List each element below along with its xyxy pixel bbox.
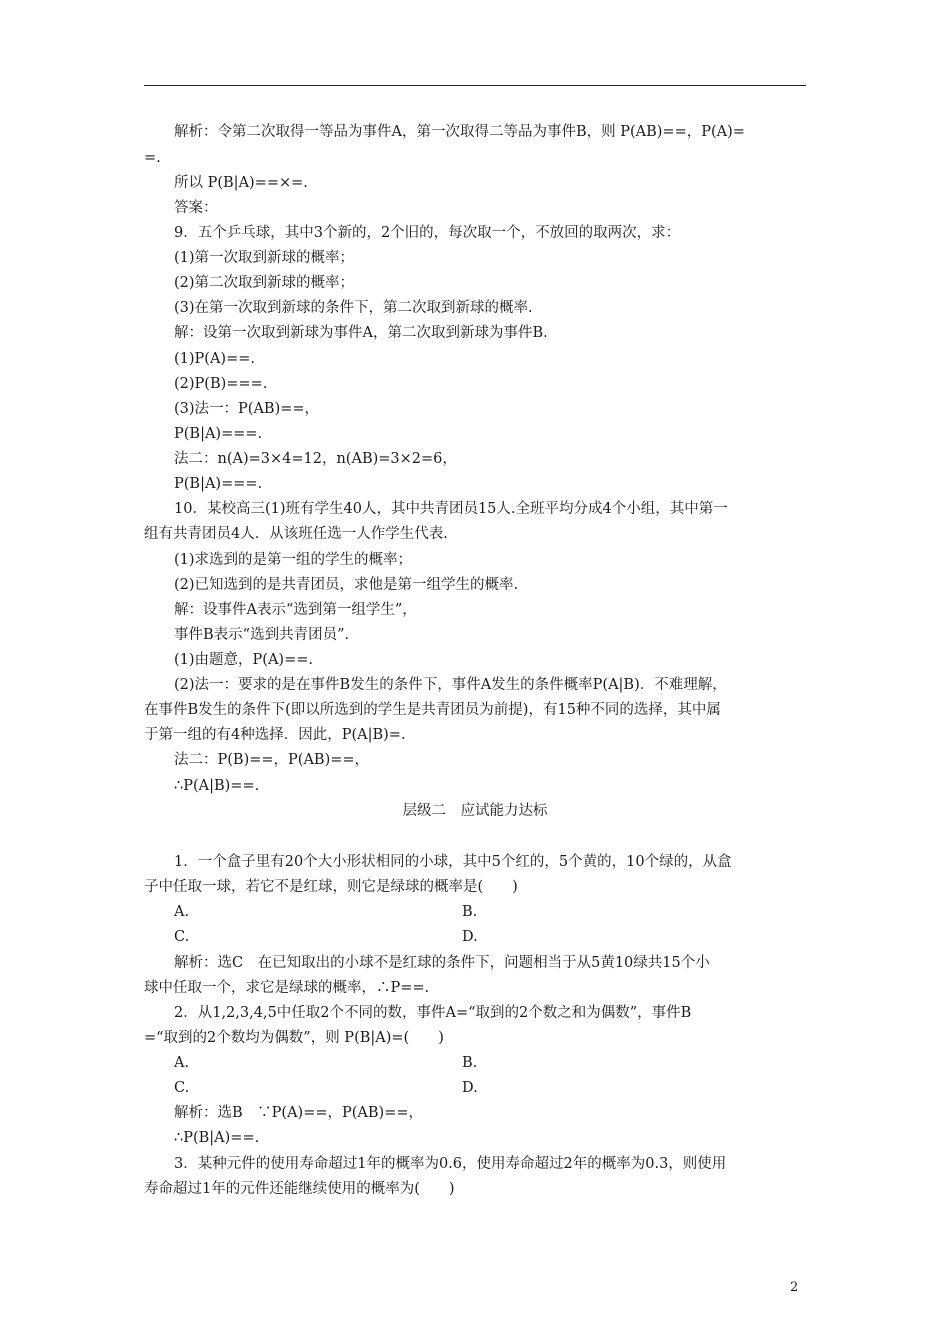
section-title: 层级二 应试能力达标 — [402, 803, 548, 819]
text-line: 解：设第一次取到新球为事件A，第二次取到新球为事件B. — [174, 325, 548, 341]
text-line: 3．某种元件的使用寿命超过1年的概率为0.6，使用寿命超过2年的概率为0.3，则使用 — [174, 1156, 727, 1172]
text-line: (3)法一：P(AB)==， — [174, 401, 320, 417]
text-line: P(B|A)===. — [174, 476, 263, 492]
text-line: (2)已知选到的是共青团员，求他是第一组学生的概率. — [174, 577, 519, 593]
page-number: 2 — [790, 1280, 799, 1295]
text-line: 答案： — [174, 200, 218, 216]
option-d: D. — [462, 1080, 478, 1096]
text-line: 所以 P(B|A)==×=. — [174, 175, 308, 191]
text-line: =“取到的2个数均为偶数”，则 P(B|A)=( ) — [144, 1030, 444, 1046]
text-line: ∴P(A|B)==. — [174, 778, 260, 794]
text-line: 解析：选B ∵P(A)==，P(AB)==， — [174, 1105, 423, 1121]
text-line: (2)法一：要求的是在事件B发生的条件下，事件A发生的条件概率P(A|B)．不难理解， — [174, 677, 727, 693]
text-line: (2)第二次取到新球的概率； — [174, 275, 355, 291]
text-line: 球中任取一个，求它是绿球的概率，∴P==. — [144, 980, 430, 996]
option-a: A. — [174, 904, 190, 920]
text-line: ∴P(B|A)==. — [174, 1130, 260, 1146]
text-line: 10．某校高三(1)班有学生40人，其中共青团员15人.全班平均分成4个小组，其中第一 — [174, 501, 728, 517]
option-a: A. — [174, 1055, 190, 1071]
text-line: 寿命超过1年的元件还能继续使用的概率为( ) — [144, 1181, 455, 1197]
text-line: P(B|A)===. — [174, 426, 263, 442]
text-line: 子中任取一球，若它不是红球，则它是绿球的概率是( ) — [144, 879, 518, 895]
text-line: 解析：令第二次取得一等品为事件A，第一次取得二等品为事件B，则 P(AB)==，P(A)= — [174, 124, 745, 140]
text-line: 事件B表示“选到共青团员”. — [174, 627, 350, 643]
text-line: 1．一个盒子里有20个大小形状相同的小球，其中5个红的，5个黄的，10个绿的，从盒 — [174, 854, 732, 870]
text-line: (2)P(B)===. — [174, 376, 268, 392]
option-c: C. — [174, 1080, 190, 1096]
header-rule — [144, 85, 806, 86]
text-line: 解：设事件A表示“选到第一组学生”， — [174, 602, 417, 618]
text-line: (1)由题意，P(A)==. — [174, 652, 313, 668]
text-line: (1)第一次取到新球的概率； — [174, 250, 355, 266]
text-line: 9．五个乒乓球，其中3个新的，2个旧的，每次取一个，不放回的取两次，求： — [174, 225, 681, 241]
option-d: D. — [462, 929, 478, 945]
text-line: 法二：P(B)==，P(AB)==， — [174, 752, 370, 768]
text-line: 组有共青团员4人．从该班任选一人作学生代表. — [144, 526, 448, 542]
text-line: 法二：n(A)=3×4=12，n(AB)=3×2=6， — [174, 451, 457, 467]
text-line: 解析：选C 在已知取出的小球不是红球的条件下，问题相当于从5黄10绿共15个小 — [174, 955, 710, 971]
text-line: =. — [144, 150, 161, 166]
text-line: 于第一组的有4种选择．因此，P(A|B)=. — [144, 727, 406, 743]
text-line: (3)在第一次取到新球的条件下，第二次取到新球的概率. — [174, 300, 533, 316]
text-line: 2．从1,2,3,4,5中任取2个不同的数，事件A=“取到的2个数之和为偶数”，事件B — [174, 1005, 692, 1021]
option-b: B. — [462, 1055, 478, 1071]
text-line: (1)P(A)==. — [174, 351, 255, 367]
text-line: 在事件B发生的条件下(即以所选到的学生是共青团员为前提)，有15种不同的选择，其中属 — [144, 702, 721, 718]
option-c: C. — [174, 929, 190, 945]
option-b: B. — [462, 904, 478, 920]
text-line: (1)求选到的是第一组的学生的概率； — [174, 552, 413, 568]
